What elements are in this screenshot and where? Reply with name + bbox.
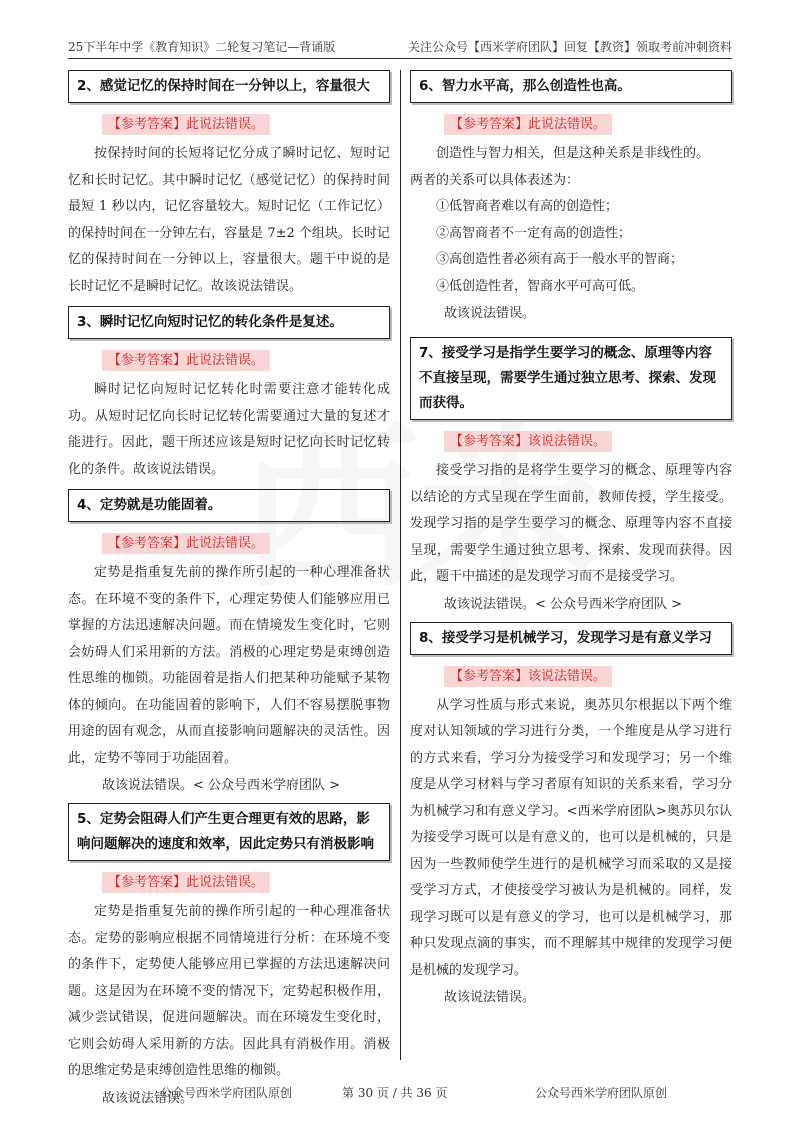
answer-tag-label: 【参考答案】 [450,434,529,449]
answer-tag [102,114,270,135]
question-4-title: 4、定势就是功能固着。 [68,489,390,522]
question-8-conclusion: 故该说法错误。 [444,990,536,1005]
header-title: 25下半年中学《教育知识》二轮复习笔记—背诵版 [68,40,336,54]
question-6-intro-2: 两者的关系可以具体表述为： [410,172,580,188]
question-4-conclusion: 故该说法错误。< 公众号西米学府团队 > [102,778,341,793]
question-8-title: 8、接受学习是机械学习，发现学习是有意义学习 [410,622,732,655]
question-3-title: 3、瞬时记忆向短时记忆的转化条件是复述。 [68,306,390,339]
answer-tag-label: 【参考答案】 [108,117,187,132]
answer-tag-verdict: 此说法错误。 [528,117,607,132]
question-2-title: 2、感觉记忆的保持时间在一分钟以上，容量很大 [68,70,390,103]
answer-tag [102,872,270,893]
answer-tag-label: 【参考答案】 [450,117,529,132]
question-7-explanation: 接受学习指的是将学生要学习的概念、原理等内容以结论的方式呈现在学生面前，教师传授，学生接受。发现学习指的是学生要学习的概念、原理等内容不直接呈现，需要学生通过独立思考、探索、发现而获得。因此，题干中描述的是发现学习而不是接受学习。 [410,463,732,584]
answer-tag-verdict: 此说法错误。 [186,353,265,368]
answer-tag [444,431,612,452]
left-column [68,70,390,1116]
footer-credit-left: 公众号西米学府团队原创 [160,1086,293,1100]
question-3-explanation: 瞬时记忆向短时记忆转化时需要注意才能转化成功。从短时记忆向长时记忆转化需要通过大量的复述才能进行。因此，题干所述应该是短时记忆向长时记忆转化的条件。故该说法错误。 [68,382,390,477]
answer-tag-verdict: 该说法错误。 [528,434,607,449]
column-divider [400,70,401,1060]
right-column [410,70,732,1015]
answer-tag [102,350,270,371]
answer-tag-label: 【参考答案】 [450,668,529,684]
question-6-conclusion: 故该说法错误。 [444,306,536,321]
answer-tag-label: 【参考答案】 [108,875,187,890]
answer-tag-verdict: 该说法错误。 [528,668,607,684]
question-7-title: 7、接受学习是指学生要学习的概念、原理等内容不直接呈现，需要学生通过独立思考、探索、发现而获得。 [410,337,732,420]
question-5-explanation: 定势是指重复先前的操作所引起的一种心理准备状态。定势的影响应根据不同情境进行分析：在环境不变的条件下，定势使人能够应用已掌握的方法迅速解决问题。这是因为在环境不变的情况下，定势起积极作用，减少尝试错误，促进问题解决。而在环境发生变化时，它则会妨碍人采用新的方法。因此具有消极作用。消极的思维定势是束缚创造性思维的枷锁。 [68,904,390,1078]
answer-tag-label: 【参考答案】 [108,353,187,368]
question-6-item: ①低智商者难以有高的创造性； [436,199,619,214]
answer-tag-verdict: 此说法错误。 [186,875,265,890]
answer-tag [102,533,270,554]
question-8-explanation: 从学习性质与形式来说，奥苏贝尔根据以下两个维度对认知领域的学习进行分类，一个维度是从学习进行的方式来看，学习分为接受学习和发现学习；另一个维度是从学习材料与学习者原有知识的关系来看，学习分为机械学习和有意义学习。<西米学府团队>奥苏贝尔认为接受学习既可以是有意义的，也可以是机械的，只是因为一些教师使学生进行的是机械学习而采取的又是接受学习方式，才使接受学习被认为是机械的。同样，发现学习既可以是有意义的学习，也可以是机械学习，那种只发现点滴的事实，而不理解其中规律的发现学习便是机械的发现学习。 [410,697,732,978]
page-header [68,36,732,59]
answer-tag-label: 【参考答案】 [108,536,187,551]
question-5-title: 5、定势会阻碍人们产生更合理更有效的思路，影响问题解决的速度和效率，因此定势只有消极影响 [68,803,390,861]
answer-tag [444,114,612,135]
question-6-intro: 创造性与智力相关，但是这种关系是非线性的。 [436,146,710,161]
question-5-conclusion: 故该说法错误。 [102,1090,194,1106]
header-promo: 关注公众号【西米学府团队】回复【教资】领取考前冲刺资料 [407,40,732,54]
question-2-explanation: 按保持时间的长短将记忆分成了瞬时记忆、短时记忆和长时记忆。其中瞬时记忆（感觉记忆）的保持时间最短 1 秒以内，记忆容量较大。短时记忆（工作记忆）的保持时间在一分钟左右，容量是 7±2 个组块。长时记忆的保持时间在一分钟以上，容量很大。题干中说的是长时记忆不是瞬时记忆。故该说法错误。 [68,146,390,294]
answer-tag-verdict: 此说法错误。 [186,117,265,132]
question-4-explanation: 定势是指重复先前的操作所引起的一种心理准备状态。在环境不变的条件下，心理定势使人们能够应用已掌握的方法迅速解决问题。而在情境发生变化时，它则会妨碍人们采用新的方法。消极的心理定势是束缚创造性思维的枷锁。功能固着是指人们把某种功能赋予某物体的倾向。在功能固着的影响下，人们不容易摆脱事物用途的固有观念，从而直接影响问题解决的灵活性。因此，定势不等同于功能固着。 [68,565,390,766]
question-6-item: ③高创造性者必须有高于一般水平的智商； [436,252,684,267]
question-6-item: ②高智商者不一定有高的创造性； [436,225,632,241]
question-7-conclusion: 故该说法错误。< 公众号西米学府团队 > [444,596,683,612]
question-6-title: 6、智力水平高，那么创造性也高。 [410,70,732,103]
question-6-item: ④低创造性者，智商水平可高可低。 [436,278,645,294]
page-number: 第 30 页 / 共 36 页 [342,1086,448,1100]
answer-tag [444,666,612,687]
answer-tag-verdict: 此说法错误。 [186,536,265,551]
footer-credit-right: 公众号西米学府团队原创 [535,1086,668,1100]
